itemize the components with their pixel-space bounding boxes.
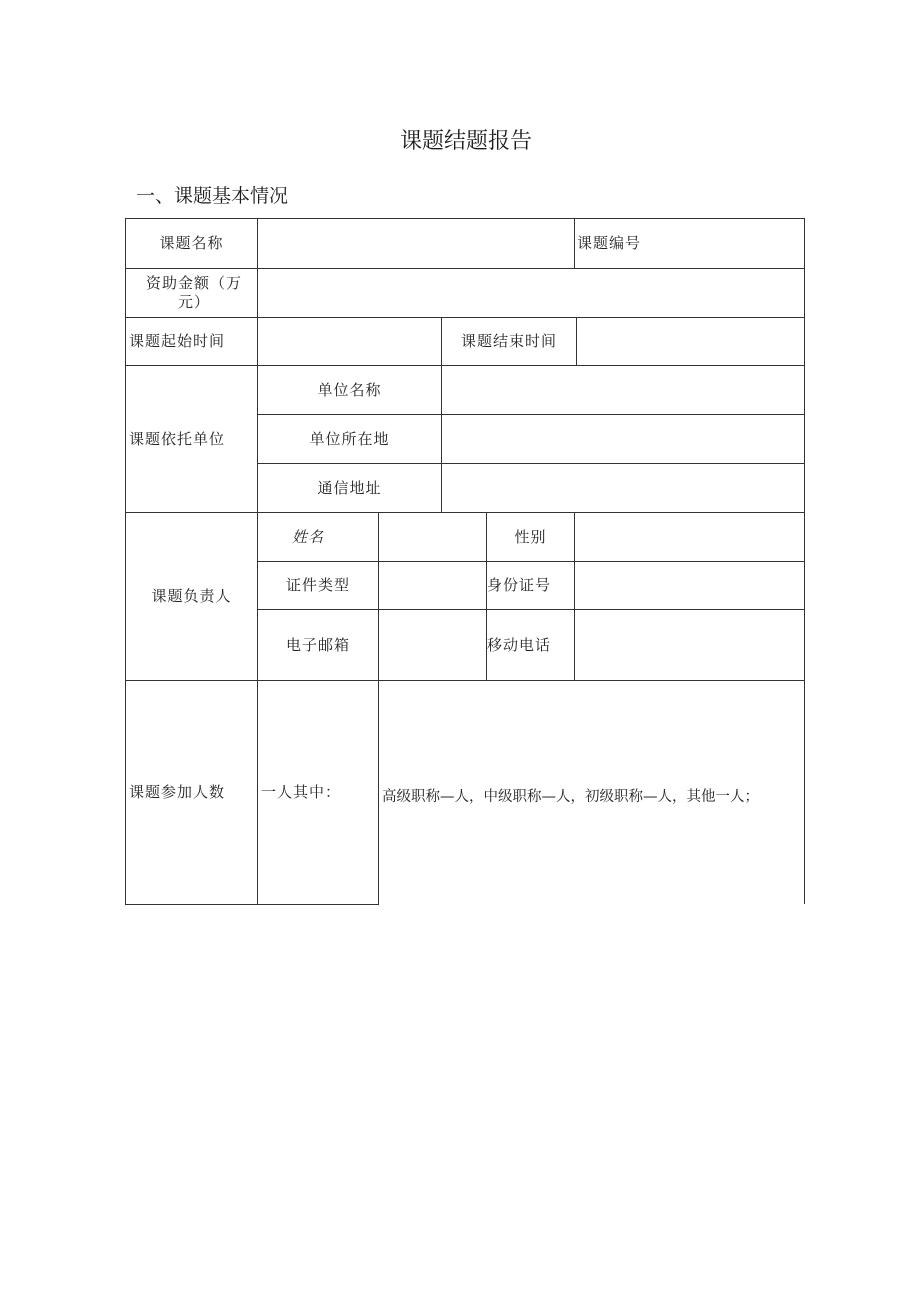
mobile-field[interactable]: [575, 610, 804, 680]
id-type-label: 证件类型: [285, 576, 350, 594]
email-field[interactable]: [379, 610, 486, 680]
document-title: 课题结题报告: [399, 129, 532, 154]
gender-field[interactable]: [575, 513, 804, 561]
gender-label: 性别: [514, 527, 547, 546]
project-name-field[interactable]: [258, 219, 574, 268]
id-type-field[interactable]: [379, 562, 486, 609]
name-label: 姓名: [291, 527, 324, 546]
start-time-field[interactable]: [258, 318, 441, 365]
end-time-field[interactable]: [577, 318, 804, 365]
basic-info-table: [125, 218, 805, 905]
start-time-label: 课题起始时间: [129, 332, 226, 350]
unit-name-field[interactable]: [442, 366, 804, 414]
unit-location-field[interactable]: [442, 415, 804, 463]
id-number-label: 身份证号: [487, 576, 552, 594]
email-label: 电子邮箱: [285, 635, 350, 654]
unit-location-label: 单位所在地: [309, 429, 390, 448]
participants-label: 课题参加人数: [129, 783, 226, 801]
unit-name-label: 单位名称: [317, 380, 382, 399]
end-time-label: 课题结束时间: [460, 332, 557, 350]
funding-label: 资助金额（万元）: [145, 274, 242, 311]
project-number-label: 课题编号: [577, 234, 642, 252]
mailing-address-field[interactable]: [442, 464, 804, 512]
project-number-field[interactable]: [674, 219, 804, 268]
host-unit-label: 课题依托单位: [129, 429, 226, 448]
leader-label: 课题负责人: [151, 586, 232, 605]
mailing-address-label: 通信地址: [317, 478, 382, 497]
participants-breakdown-text: 高级职称—人，中级职称—人，初级职称—人，其他一人；: [382, 788, 759, 805]
id-number-field[interactable]: [575, 562, 804, 609]
mobile-label: 移动电话: [487, 635, 552, 654]
table-border-right: [804, 218, 805, 904]
participants-count-text: 一人其中：: [261, 783, 342, 801]
project-name-label: 课题名称: [159, 234, 224, 252]
section-heading: 一、课题基本情况: [136, 185, 289, 207]
table-border-bottom: [125, 904, 379, 905]
name-field[interactable]: [379, 513, 486, 561]
funding-field[interactable]: [258, 269, 804, 317]
